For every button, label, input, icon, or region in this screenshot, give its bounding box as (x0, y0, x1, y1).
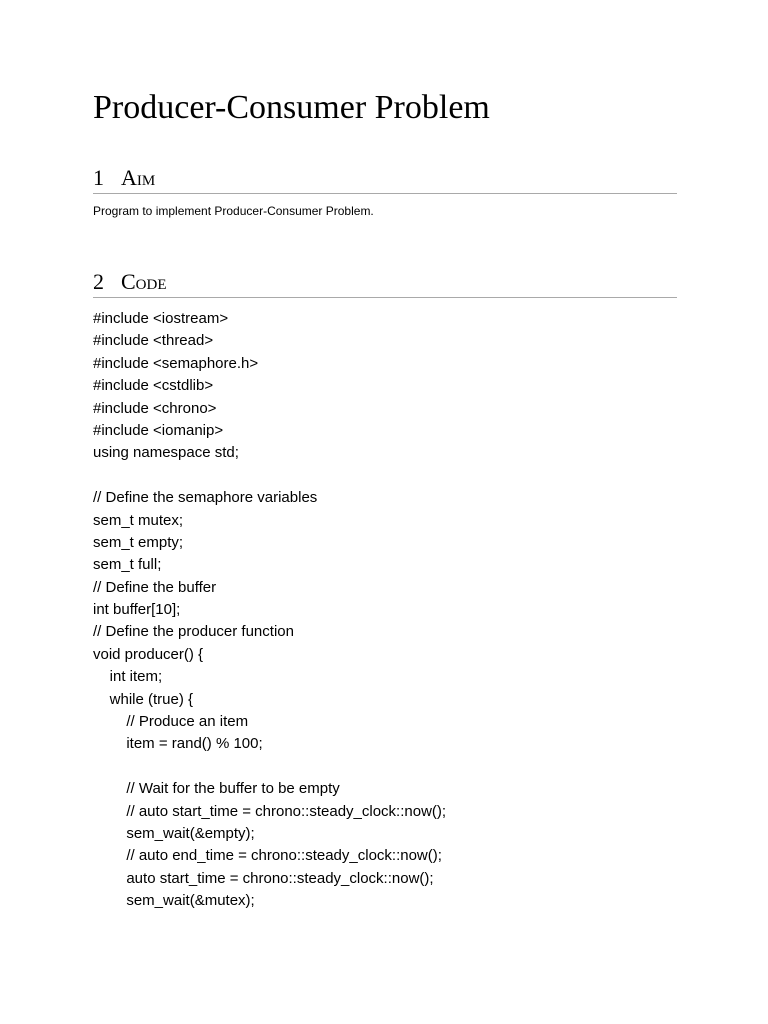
code-line (93, 465, 446, 487)
code-line: using namespace std; (93, 444, 239, 462)
code-line: sem_t mutex; (93, 511, 184, 529)
code-line: sem_t empty; (93, 533, 184, 551)
code-line: // Define the buffer (93, 578, 217, 596)
code-line: sem_t full; (93, 556, 162, 574)
code-line: // Define the producer function (93, 623, 294, 641)
code-line: #include <chrono> (93, 399, 217, 417)
section-title: Aim (121, 165, 156, 190)
code-line: int buffer[10]; (93, 601, 181, 619)
code-line: sem_wait(&empty); (93, 824, 255, 842)
code-line: sem_wait(&mutex); (93, 892, 255, 910)
code-line: // Wait for the buffer to be empty (93, 780, 340, 798)
code-line: auto start_time = chrono::steady_clock::now(); (93, 869, 434, 887)
code-line: #include <thread> (93, 332, 214, 350)
section-number: 1 (93, 165, 104, 190)
document-title: Producer-Consumer Problem (93, 89, 490, 126)
code-line: #include <semaphore.h> (93, 354, 259, 372)
code-block (93, 308, 446, 913)
code-line: item = rand() % 100; (93, 735, 263, 753)
code-line: #include <iomanip> (93, 421, 224, 439)
code-line: int item; (93, 668, 163, 686)
code-line (93, 756, 446, 778)
aim-text: Program to implement Producer-Consumer Problem. (93, 204, 374, 218)
code-line: // auto end_time = chrono::steady_clock::now(); (93, 847, 442, 865)
code-line: // Produce an item (93, 713, 249, 731)
code-line: // Define the semaphore variables (93, 489, 318, 507)
code-line: void producer() { (93, 645, 204, 663)
code-line: while (true) { (93, 690, 194, 708)
code-line: #include <iostream> (93, 310, 229, 327)
section-heading-aim (93, 164, 677, 194)
section-heading-code (93, 268, 677, 298)
section-number: 2 (93, 269, 104, 294)
code-line: // auto start_time = chrono::steady_clock::now(); (93, 802, 447, 820)
section-title: Code (121, 269, 167, 294)
code-line: #include <cstdlib> (93, 377, 214, 395)
